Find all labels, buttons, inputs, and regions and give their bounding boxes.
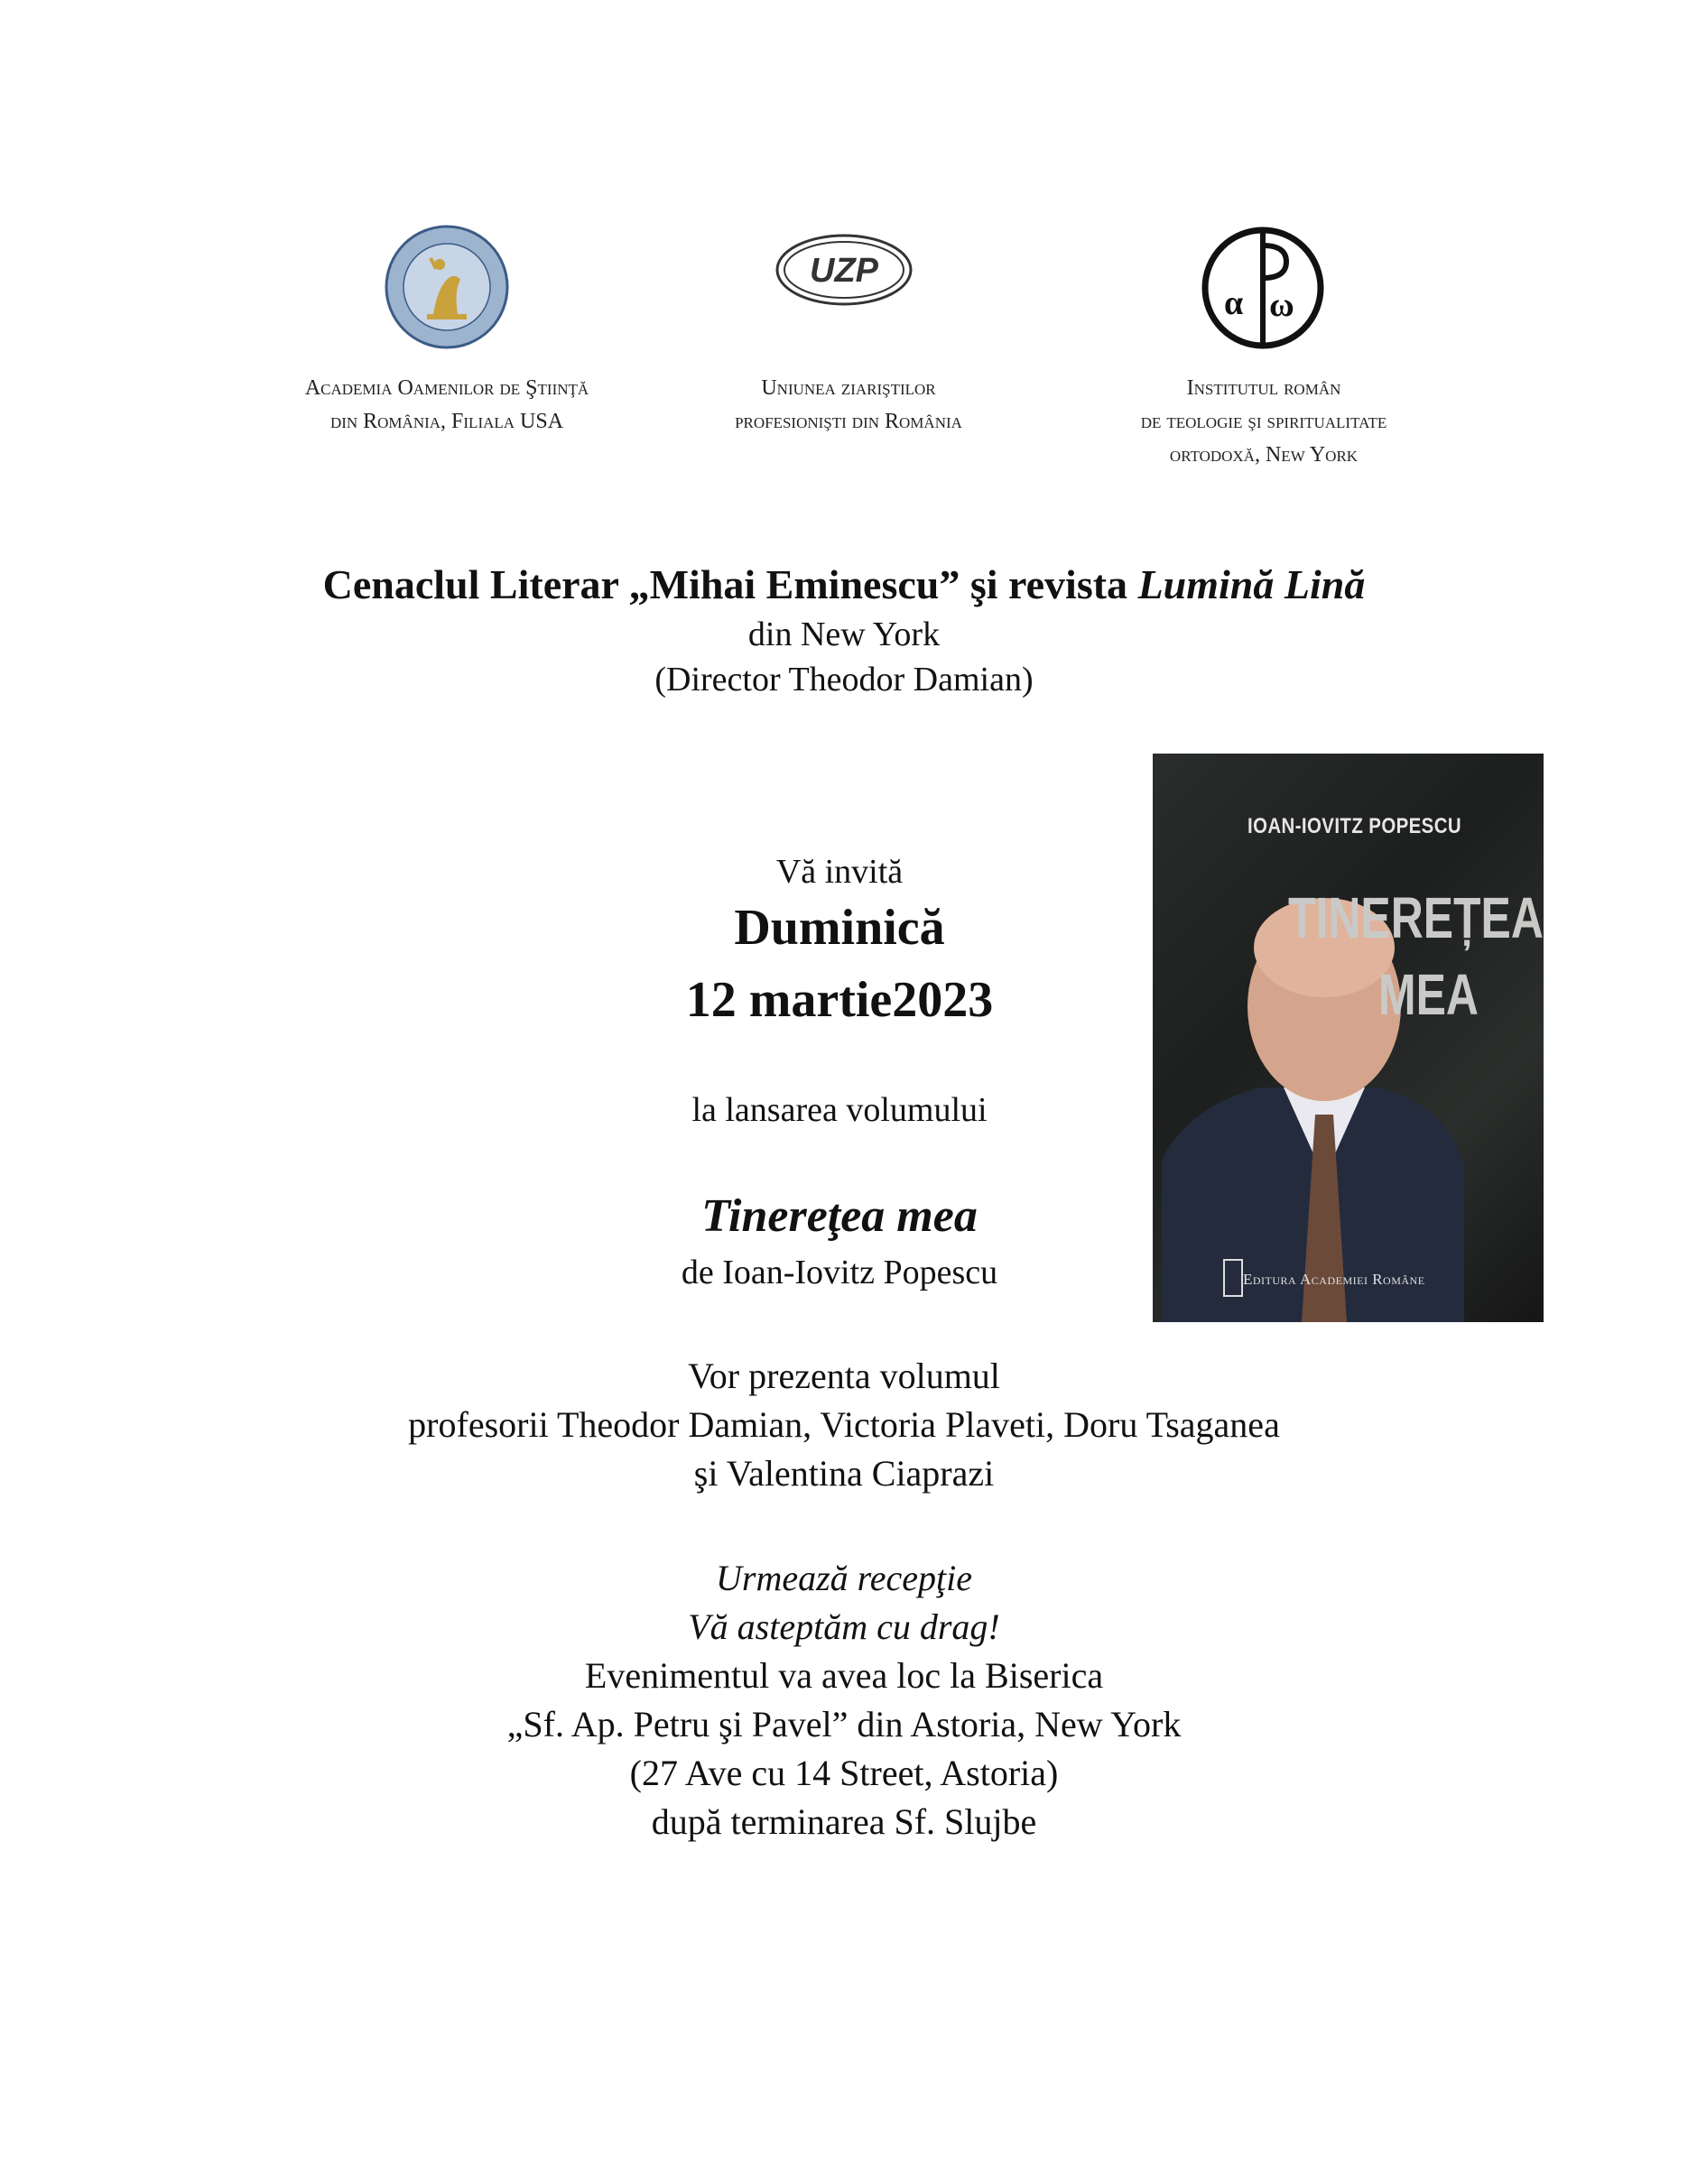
presenters-line2: profesorii Theodor Damian, Victoria Plaveti, Doru Tsaganea bbox=[408, 1404, 1280, 1445]
venue-line1: Evenimentul va avea loc la Biserica bbox=[584, 1655, 1104, 1696]
publisher-logo-icon bbox=[1223, 1259, 1243, 1297]
svg-text:ω: ω bbox=[1269, 286, 1294, 324]
location-line: din New York bbox=[747, 615, 941, 653]
director-line: (Director Theodor Damian) bbox=[654, 661, 1034, 699]
launch-text: la lansarea volumului bbox=[691, 1091, 988, 1129]
org-name-line: din România, Filiala USA bbox=[329, 410, 564, 433]
institute-monogram-icon bbox=[1201, 226, 1325, 350]
uzp-logo-icon bbox=[774, 233, 914, 307]
presenters-line1: Vor prezenta volumul bbox=[688, 1356, 1000, 1396]
presenters-line3: şi Valentina Ciaprazi bbox=[693, 1453, 995, 1494]
book-title: Tinereţea mea bbox=[701, 1190, 978, 1242]
venue-line2: „Sf. Ap. Petru şi Pavel” din Astoria, New York bbox=[506, 1704, 1182, 1744]
org-name-line: profesionişti din România bbox=[735, 410, 962, 433]
org-name-line: de teologie şi spiritualitate bbox=[1140, 410, 1387, 433]
cover-publisher: Editura Academiei Române bbox=[1243, 1271, 1425, 1288]
book-cover-image bbox=[1153, 754, 1544, 1322]
page-title bbox=[0, 558, 1688, 612]
welcome-text: Vă asteptăm cu drag! bbox=[688, 1606, 1000, 1647]
event-date: 12 martie2023 bbox=[685, 972, 994, 1028]
time-line: după terminarea Sf. Slujbe bbox=[651, 1801, 1037, 1842]
invite-text: Vă invită bbox=[775, 853, 904, 891]
org-institute-name bbox=[1056, 372, 1471, 472]
svg-text:α: α bbox=[1224, 284, 1244, 322]
org-academy-name bbox=[230, 372, 663, 439]
address-line: (27 Ave cu 14 Street, Astoria) bbox=[629, 1753, 1059, 1793]
org-name-line: Institutul român bbox=[1186, 376, 1341, 400]
reception-text: Urmează recepţie bbox=[716, 1558, 972, 1598]
org-name-line: ortodoxă, New York bbox=[1169, 443, 1359, 467]
title-magazine: Lumină Lină bbox=[1137, 561, 1366, 607]
title-main: Cenaclul Literar „Mihai Eminescu” şi revista bbox=[322, 561, 1138, 607]
org-name-line: Academia Oamenilor de Ştiinţă bbox=[304, 376, 589, 400]
org-uzp-name bbox=[641, 372, 1056, 439]
cover-title-line2: MEA bbox=[1378, 962, 1479, 1027]
uzp-logo-text: UZP bbox=[810, 252, 878, 290]
book-author: de Ioan-Iovitz Popescu bbox=[681, 1254, 998, 1291]
event-day: Duminică bbox=[734, 900, 945, 956]
cover-author: IOAN-IOVITZ POPESCU bbox=[1247, 814, 1462, 838]
academy-seal-icon bbox=[384, 224, 510, 350]
org-name-line: Uniunea ziariştilor bbox=[761, 376, 936, 400]
cover-title-line1: TINEREȚEA bbox=[1288, 885, 1544, 950]
